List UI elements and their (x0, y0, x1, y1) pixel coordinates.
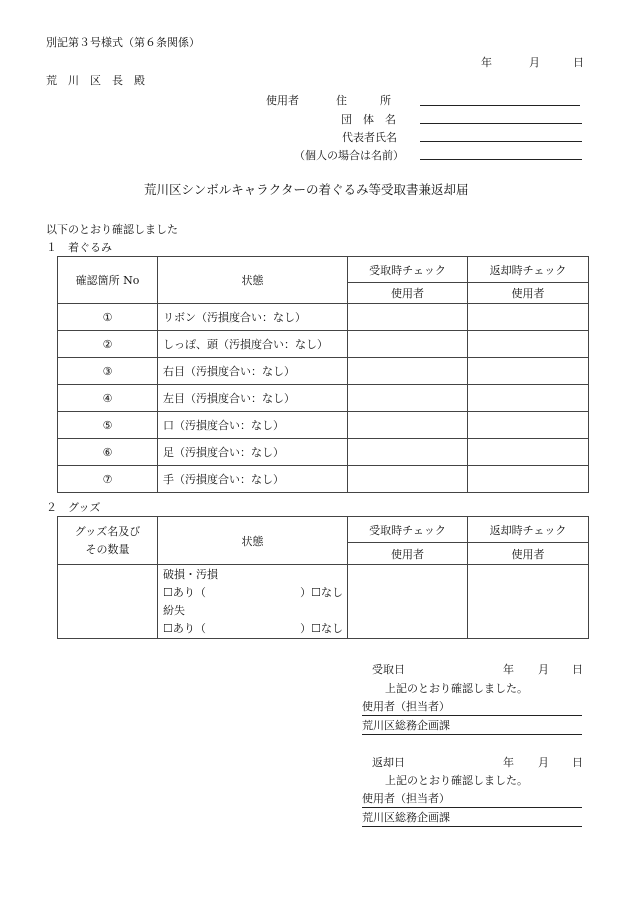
header-return-check: 返却時チェック (468, 517, 589, 543)
damage-yes-checkbox[interactable]: ☐あり（ (163, 585, 206, 599)
receive-check-cell[interactable] (348, 385, 468, 412)
header-goods-name (58, 517, 158, 565)
receive-check-cell[interactable] (348, 412, 468, 439)
return-check-cell[interactable] (468, 439, 589, 466)
lost-options[interactable] (163, 620, 347, 638)
return-check-cell[interactable] (468, 466, 589, 493)
header-return-check: 返却時チェック (468, 257, 589, 283)
org-name-line (420, 123, 582, 124)
date-day-label: 日 (573, 56, 584, 69)
table-row (58, 565, 589, 639)
row-no: ⑦ (58, 466, 158, 493)
table-row (58, 385, 589, 412)
goods-name-line1: グッズ名及び (74, 524, 141, 538)
table-row (58, 304, 589, 331)
intro-text: 以下のとおり確認しました (46, 223, 178, 236)
table-row (58, 412, 589, 439)
applicant-user-label: 使用者 (266, 94, 299, 107)
header-receive-check: 受取時チェック (348, 517, 468, 543)
costume-check-table (57, 256, 589, 493)
header-receive-user: 使用者 (348, 543, 468, 565)
row-state: 手（汚損度合い：なし） (158, 466, 348, 493)
receive-year-label: 年 (503, 663, 514, 676)
return-check-cell[interactable] (468, 304, 589, 331)
individual-note: （個人の場合は名前） (294, 149, 404, 162)
return-day-label: 日 (572, 756, 583, 769)
lost-no-checkbox[interactable]: ）☐なし (300, 621, 343, 635)
row-no: ⑥ (58, 439, 158, 466)
representative-line (420, 141, 582, 142)
header-state: 状態 (158, 517, 348, 565)
return-user-signature[interactable]: 使用者（担当者） (362, 790, 582, 808)
return-dept-signature[interactable]: 荒川区総務企画課 (362, 809, 582, 827)
row-state: 左目（汚損度合い：なし） (158, 385, 348, 412)
receive-check-cell[interactable] (348, 565, 468, 639)
receive-day-label: 日 (572, 663, 583, 676)
damage-options[interactable] (163, 584, 347, 602)
receive-check-cell[interactable] (348, 439, 468, 466)
row-no: ① (58, 304, 158, 331)
goods-name-cell[interactable] (58, 565, 158, 639)
receive-check-cell[interactable] (348, 331, 468, 358)
header-receive-check: 受取時チェック (348, 257, 468, 283)
receive-check-cell[interactable] (348, 358, 468, 385)
row-state: 右目（汚損度合い：なし） (158, 358, 348, 385)
receive-confirm-text: 上記のとおり確認しました。 (385, 682, 528, 695)
table-row (58, 439, 589, 466)
return-confirm-text: 上記のとおり確認しました。 (385, 774, 528, 787)
receive-user-signature[interactable]: 使用者（担当者） (362, 698, 582, 716)
individual-name-line (420, 159, 582, 160)
receive-dept-signature[interactable]: 荒川区総務企画課 (362, 717, 582, 735)
table-row (58, 466, 589, 493)
row-state: 足（汚損度合い：なし） (158, 439, 348, 466)
header-check-no: 確認箇所 No (58, 257, 158, 304)
header-return-user: 使用者 (468, 543, 589, 565)
addressee: 荒 川 区 長 殿 (46, 74, 145, 87)
address-label: 住 所 (336, 94, 391, 107)
damage-label: 破損・汚損 (163, 567, 218, 581)
header-state: 状態 (158, 257, 348, 304)
row-state: リボン（汚損度合い：なし） (158, 304, 348, 331)
header-return-user: 使用者 (468, 283, 589, 304)
goods-check-table (57, 516, 589, 639)
address-line (420, 105, 580, 106)
section1-heading: １ 着ぐるみ (46, 241, 112, 254)
return-year-label: 年 (503, 756, 514, 769)
form-number: 別記第３号様式（第６条関係） (46, 36, 200, 49)
damage-no-checkbox[interactable]: ）☐なし (300, 585, 343, 599)
return-check-cell[interactable] (468, 385, 589, 412)
section2-heading: ２ グッズ (46, 501, 101, 514)
row-state: 口（汚損度合い：なし） (158, 412, 348, 439)
return-check-cell[interactable] (468, 358, 589, 385)
table-row (58, 358, 589, 385)
return-check-cell[interactable] (468, 331, 589, 358)
goods-name-line2: その数量 (85, 542, 130, 556)
receive-month-label: 月 (538, 663, 549, 676)
return-check-cell[interactable] (468, 412, 589, 439)
lost-yes-checkbox[interactable]: ☐あり（ (163, 621, 206, 635)
row-state: しっぽ、頭（汚損度合い：なし） (158, 331, 348, 358)
receive-check-cell[interactable] (348, 304, 468, 331)
representative-label: 代表者氏名 (342, 131, 397, 144)
header-receive-user: 使用者 (348, 283, 468, 304)
return-check-cell[interactable] (468, 565, 589, 639)
row-no: ④ (58, 385, 158, 412)
document-title: 荒川区シンボルキャラクターの着ぐるみ等受取書兼返却届 (144, 182, 469, 197)
date-month-label: 月 (529, 56, 540, 69)
lost-label: 紛失 (163, 603, 185, 617)
row-no: ② (58, 331, 158, 358)
row-no: ⑤ (58, 412, 158, 439)
return-date-label: 返却日 (372, 756, 405, 769)
goods-state-cell (158, 565, 348, 639)
receive-check-cell[interactable] (348, 466, 468, 493)
table-row (58, 331, 589, 358)
org-name-label: 団 体 名 (341, 113, 396, 126)
return-month-label: 月 (538, 756, 549, 769)
receive-date-label: 受取日 (372, 663, 405, 676)
date-year-label: 年 (481, 56, 492, 69)
row-no: ③ (58, 358, 158, 385)
